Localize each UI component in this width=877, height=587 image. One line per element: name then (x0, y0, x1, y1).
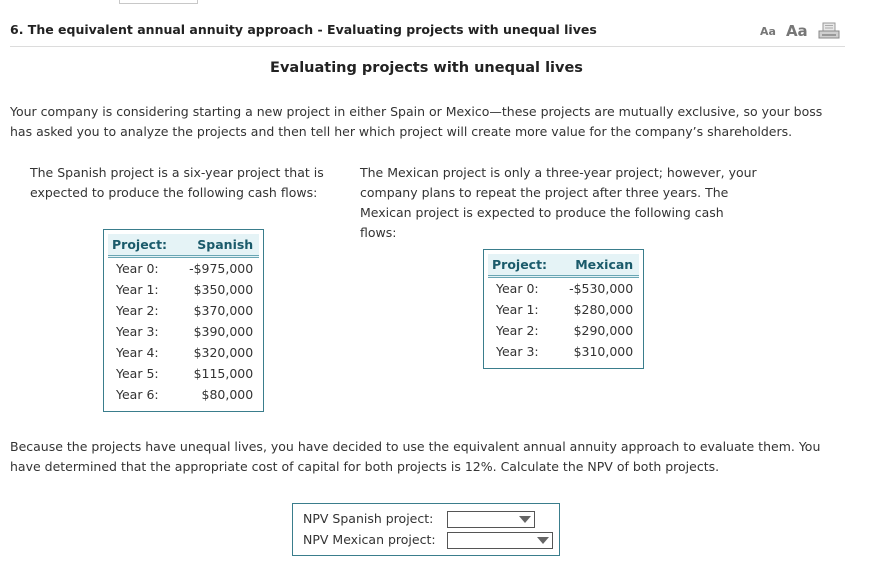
npv-mexican-dropdown[interactable] (447, 532, 553, 549)
table-row (488, 277, 639, 300)
npv-spanish-label: NPV Spanish project: (303, 511, 434, 526)
intro-paragraph: Your company is considering starting a new project in either Spain or Mexico—these projects are mutually exclusive, so your boss has asked you to analyze the projects and then tell her which project will create more value for the company’s shareholders. (10, 104, 823, 139)
cashflow-value: $80,000 (201, 386, 254, 402)
spanish-description: The Spanish project is a six-year project that is expected to produce the following cash flows: (30, 165, 324, 200)
cashflow-value: $320,000 (193, 344, 254, 360)
mexican-header-name: Mexican (553, 254, 639, 277)
table-row (108, 257, 259, 280)
cashflow-value: $310,000 (573, 343, 634, 359)
table-row (108, 363, 259, 384)
npv-mexican-label: NPV Mexican project: (303, 532, 436, 547)
cashflow-value: $370,000 (193, 302, 254, 318)
year-label: Year 2: (116, 302, 159, 318)
year-label: Year 3: (496, 343, 539, 359)
table-row (488, 341, 639, 362)
cashflow-value: -$530,000 (569, 280, 634, 296)
font-decrease-button[interactable]: Aa (760, 24, 776, 38)
cashflow-value: $280,000 (573, 301, 634, 317)
chevron-down-icon (537, 537, 549, 544)
title-divider (10, 46, 845, 47)
instructions-paragraph: Because the projects have unequal lives, you have decided to use the equivalent annual annuity approach to evaluate them. You have determined that the appropriate cost of capital for both projects is 12%. Calculate the NPV of both projects. (10, 439, 821, 474)
cashflow-value: -$975,000 (189, 260, 254, 276)
year-label: Year 3: (116, 323, 159, 339)
cashflow-value: $115,000 (193, 365, 254, 381)
table-row (108, 321, 259, 342)
spanish-cashflow-table (103, 229, 264, 412)
font-increase-button[interactable]: Aa (785, 22, 808, 40)
year-label: Year 0: (496, 280, 539, 296)
section-subtitle: Evaluating projects with unequal lives (270, 60, 583, 76)
question-title: 6. The equivalent annual annuity approach - Evaluating projects with unequal lives (10, 22, 597, 37)
print-icon[interactable] (818, 22, 840, 40)
npv-answer-box (292, 503, 560, 556)
cashflow-value: $290,000 (573, 322, 634, 338)
chevron-down-icon (519, 516, 531, 523)
year-label: Year 1: (496, 301, 539, 317)
year-label: Year 1: (116, 281, 159, 297)
table-row (108, 384, 259, 405)
year-label: Year 4: (116, 344, 159, 360)
year-label: Year 6: (116, 386, 159, 402)
table-row (488, 320, 639, 341)
year-label: Year 5: (116, 365, 159, 381)
previous-tab-stub (119, 0, 198, 4)
cashflow-value: $390,000 (193, 323, 254, 339)
table-row (108, 300, 259, 321)
mexican-description: The Mexican project is only a three-year project; however, your company plans to repeat the project after three years. The Mexican project is expected to produce the following cash flows: (360, 165, 757, 240)
year-label: Year 0: (116, 260, 159, 276)
table-row (488, 299, 639, 320)
mexican-cashflow-table (483, 249, 644, 369)
npv-spanish-dropdown[interactable] (447, 511, 535, 528)
table-row (108, 342, 259, 363)
table-row (108, 279, 259, 300)
year-label: Year 2: (496, 322, 539, 338)
font-size-controls (760, 22, 840, 40)
spanish-header-project: Project: (108, 234, 173, 257)
spanish-header-name: Spanish (173, 234, 259, 257)
cashflow-value: $350,000 (193, 281, 254, 297)
mexican-header-project: Project: (488, 254, 553, 277)
